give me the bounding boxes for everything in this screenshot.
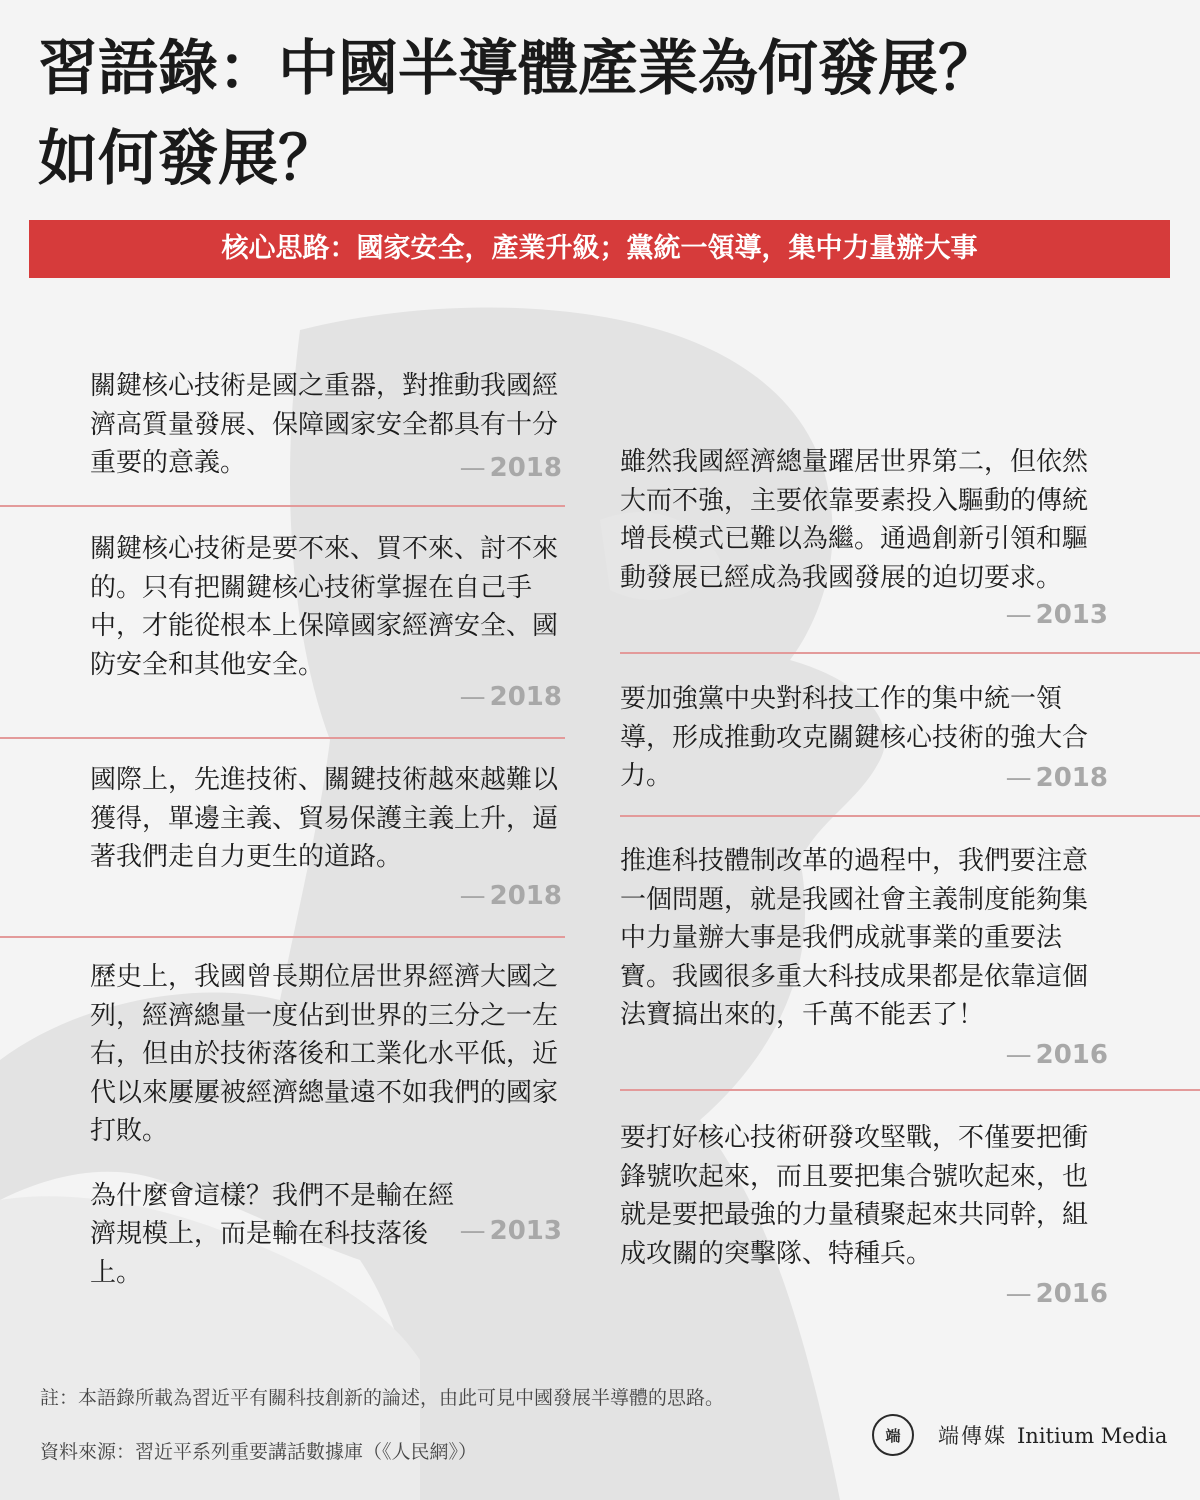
source-credit: 資料來源：習近平系列重要講話數據庫（《人民網》）: [40, 1441, 478, 1463]
quote-text: 推進科技體制改革的過程中，我們要注意一個問題，就是我國社會主義制度能夠集中力量辦大事是我們成就事業的重要法寶。我國很多重大科技成果都是依靠這個法寶搞出來的，千萬不能丟了！: [620, 846, 1089, 1030]
quote-text: 歷史上，我國曾長期位居世界經濟大國之列，經濟總量一度佔到世界的三分之一左右，但由於技術落後和工業化水平低，近代以來屢屢被經濟總量遠不如我們的國家打敗。: [90, 962, 559, 1146]
divider: [0, 505, 565, 507]
divider: [620, 652, 1200, 654]
quote-year: — 2018: [459, 453, 562, 483]
quote-text-2: 為什麼會這樣？我們不是輸在經濟規模上，而是輸在科技落後上。: [90, 1180, 455, 1288]
quote-year: — 2016: [1005, 1040, 1108, 1070]
quote-year: — 2018: [1005, 763, 1108, 793]
page-title: [38, 24, 1168, 204]
divider: [0, 737, 565, 739]
quote-right-4: [620, 1119, 1108, 1309]
quote-text: 要打好核心技術研發攻堅戰，不僅要把衝鋒號吹起來，而且要把集合號吹起來，也就是要把最強的力量積聚起來共同幹，組成攻關的突擊隊、特種兵。: [620, 1123, 1089, 1269]
divider: [620, 1089, 1200, 1091]
quote-year: — 2018: [459, 881, 562, 911]
brand-name-cn: 端傳媒: [938, 1424, 1007, 1448]
quote-year: — 2013: [1005, 600, 1108, 630]
quote-text: 雖然我國經濟總量躍居世界第二，但依然大而不強，主要依靠要素投入驅動的傳統增長模式已難以為繼。通過創新引領和驅動發展已經成為我國發展的迫切要求。: [620, 447, 1089, 593]
title-line-2: 如何發展？: [38, 124, 338, 194]
divider: [0, 936, 565, 938]
quote-left-1: [90, 367, 562, 483]
quote-text: 關鍵核心技術是國之重器，對推動我國經濟高質量發展、保障國家安全都具有十分重要的意義。: [90, 371, 559, 478]
quote-right-1: [620, 443, 1108, 630]
quote-text: 關鍵核心技術是要不來、買不來、討不來的。只有把關鍵核心技術掌握在自己手中，才能從根本上保障國家經濟安全、國防安全和其他安全。: [90, 534, 559, 680]
brand-name: [938, 1420, 1167, 1450]
brand-logo: [872, 1414, 1167, 1456]
quote-left-4: [90, 958, 562, 1292]
quote-left-3: [90, 761, 562, 911]
footnote: 註：本語錄所載為習近平有關科技創新的論述，由此可見中國發展半導體的思路。: [40, 1387, 725, 1409]
quote-year: — 2016: [1005, 1279, 1108, 1309]
initium-logo-icon: 端: [872, 1414, 914, 1456]
quote-right-2: [620, 680, 1108, 796]
quote-left-2: [90, 530, 562, 712]
brand-name-en: Initium Media: [1017, 1424, 1168, 1448]
quote-year: — 2018: [459, 682, 562, 712]
quote-text: 要加強黨中央對科技工作的集中統一領導，形成推動攻克關鍵核心技術的強大合力。: [620, 684, 1089, 791]
divider: [620, 815, 1200, 817]
quote-text: 國際上，先進技術、關鍵技術越來越難以獲得，單邊主義、貿易保護主義上升，逼著我們走自力更生的道路。: [90, 765, 559, 872]
quote-year: — 2013: [459, 1216, 562, 1246]
core-idea-banner: 核心思路：國家安全，產業升級；黨統一領導，集中力量辦大事: [29, 220, 1170, 278]
quote-right-3: [620, 842, 1108, 1070]
title-line-1: 習語錄：中國半導體產業為何發展？: [38, 34, 998, 104]
